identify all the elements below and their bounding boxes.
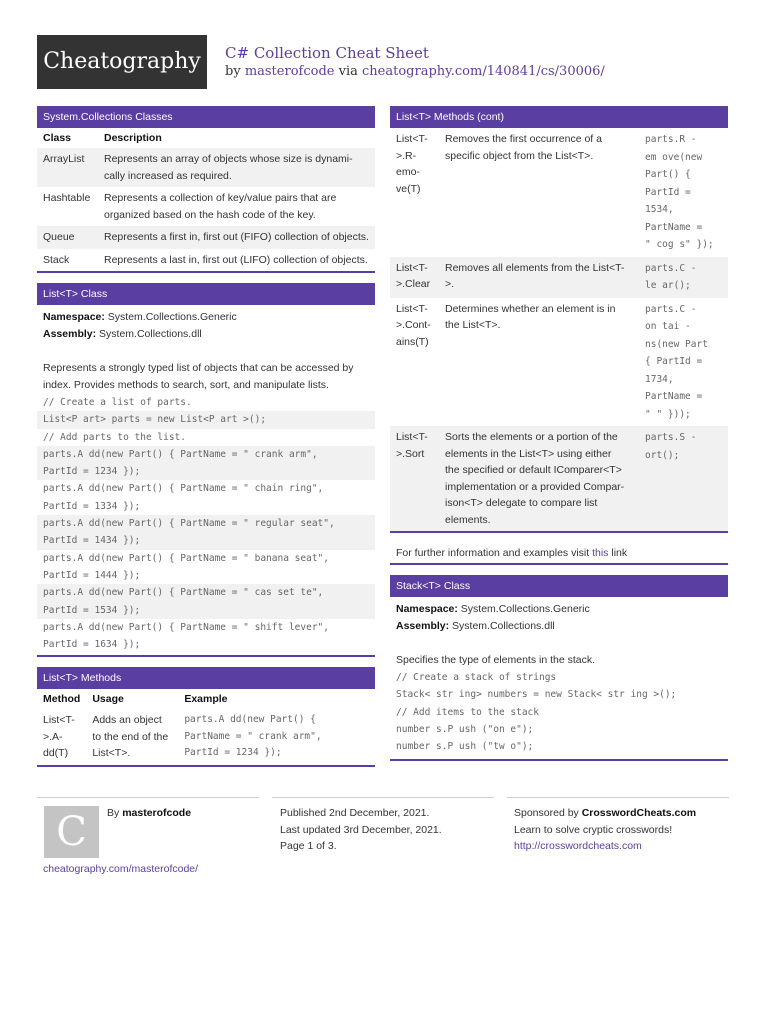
method-name-line: List<T- — [396, 261, 428, 274]
more-info-text — [390, 543, 728, 563]
method-name-line: List<T- — [396, 133, 428, 145]
desc-line: the specified or default IComparer<T> — [445, 464, 622, 476]
method-name-line: >.A- — [43, 730, 63, 743]
sponsor-line — [514, 805, 696, 822]
collections-section — [37, 106, 375, 273]
stack-class-section — [390, 575, 728, 761]
code-block — [390, 669, 728, 759]
code-line: PartId = 1434 }); — [37, 532, 375, 549]
method-name-line: >.Sort — [396, 447, 425, 460]
method-name — [37, 709, 86, 765]
method-name — [390, 426, 439, 531]
code-line: PartId = 1634 }); — [43, 639, 141, 651]
example-line: parts.R - — [645, 134, 697, 145]
section-title: System.Collections Classes — [37, 106, 375, 128]
method-name-line: ve(T) — [396, 182, 421, 195]
method-name-line: List<T- — [396, 302, 428, 315]
example-line: le ar(); — [645, 280, 691, 291]
list-methods-cont-table — [390, 128, 728, 531]
example-line: Part() { — [645, 169, 691, 180]
section-title: List<T> Class — [37, 283, 375, 305]
code-line: PartId = 1534 }); — [37, 602, 375, 619]
code-line: PartId = 1334 }); — [43, 500, 141, 512]
footer-meta — [280, 805, 442, 855]
assembly-line — [396, 618, 722, 635]
method-example — [639, 426, 728, 531]
example-line: parts.C - — [645, 262, 697, 274]
example-line: parts.A dd(new Part() { — [184, 714, 316, 726]
footer-author-name[interactable]: masterofcode — [122, 807, 192, 819]
footer-divider — [37, 797, 259, 798]
sponsor-name[interactable]: CrosswordCheats.com — [581, 807, 697, 819]
namespace-value: System.Collections.Generic — [107, 311, 237, 323]
column-header: Method — [43, 693, 81, 706]
method-name-line: >.Cont- — [396, 319, 431, 331]
sheet-url-link[interactable]: cheatography.com/140841/cs/30006/ — [362, 64, 605, 79]
method-desc — [439, 426, 639, 531]
class-desc: Represents a collection of key/value pairs that are organized based on the hash code of the key. — [104, 192, 337, 221]
code-line: // Create a list of parts. — [43, 397, 192, 408]
desc-line: implementation or a provided Compar- — [445, 480, 625, 493]
class-name: ArrayList — [37, 148, 98, 187]
desc-line: specific object from the List<T>. — [445, 149, 594, 162]
assembly-value: System.Collections.dll — [99, 328, 202, 340]
namespace-label: Namespace: — [43, 311, 105, 323]
code-line: parts.A dd(new Part() { PartName = " banana seat", — [43, 552, 329, 564]
desc-line: Sorts the elements or a portion of the — [445, 431, 618, 443]
method-desc — [439, 128, 639, 257]
example-line: " " })); — [645, 408, 691, 420]
list-methods-table — [37, 689, 375, 765]
method-name — [390, 257, 439, 298]
code-line: parts.A dd(new Part() { PartName = " shift lever", — [43, 621, 329, 633]
code-line: PartId = 1234 }); — [37, 463, 375, 480]
byline-via: via — [338, 64, 358, 79]
table-row — [390, 257, 728, 298]
method-name-line: List<T- — [43, 714, 75, 727]
method-example — [639, 257, 728, 298]
example-line: PartName = — [645, 221, 703, 233]
section-title: List<T> Methods — [37, 667, 375, 689]
namespace-value: System.Collections.Generic — [460, 603, 590, 615]
footer-divider — [507, 797, 729, 798]
usage-line: to the end of the — [92, 730, 169, 743]
sponsor-url[interactable]: http://crosswordcheats.com — [514, 840, 642, 852]
example-line: parts.S - — [645, 432, 697, 443]
code-line: // Add items to the stack — [396, 706, 539, 718]
footer-author-url[interactable]: cheatography.com/masterofcode/ — [43, 863, 199, 875]
byline-by: by — [225, 64, 241, 79]
method-example — [178, 709, 375, 765]
example-line: 1734, — [645, 373, 674, 385]
more-info-lead: For further information and examples visit — [396, 547, 590, 559]
desc-line: Removes the first occurrence of a — [445, 133, 602, 145]
namespace-line — [396, 601, 722, 618]
method-desc — [439, 257, 639, 298]
example-line: PartName = " crank arm", — [184, 730, 322, 742]
list-methods-cont-section — [390, 106, 728, 533]
updated-date: Last updated 3rd December, 2021. — [280, 823, 442, 836]
sponsored-label: Sponsored by — [514, 807, 579, 819]
class-name: Queue — [37, 226, 98, 249]
code-line: number s.P ush ("tw o"); — [396, 741, 534, 753]
class-desc: Represents an array of objects whose size is dynami-cally increased as required. — [98, 148, 375, 187]
table-row — [37, 709, 375, 765]
desc-line: ison<T> delegate to compare list — [445, 497, 598, 509]
cheatography-logo[interactable]: Cheatography — [37, 35, 207, 89]
method-name-line: emo- — [396, 166, 420, 178]
code-line: PartId = 1444 }); — [43, 569, 141, 581]
class-name: Hashtable — [43, 192, 91, 204]
list-methods-section — [37, 667, 375, 767]
page-title: C# Collection Cheat Sheet — [225, 44, 429, 62]
example-line: ort(); — [645, 449, 680, 461]
example-line: parts.C - — [645, 303, 697, 315]
desc-line: elements. — [445, 513, 491, 526]
table-row — [37, 187, 375, 226]
more-info-link[interactable]: this — [592, 547, 609, 559]
table-row — [390, 128, 728, 257]
footer-author — [107, 805, 191, 822]
code-line: parts.A dd(new Part() { PartName = " cas set te", — [37, 584, 375, 601]
usage-line: Adds an object — [92, 714, 162, 727]
right-column — [390, 106, 728, 771]
method-name — [390, 128, 439, 257]
column-header: Example — [184, 693, 228, 706]
desc-line: Removes all elements from the List<T- — [445, 261, 625, 274]
example-line: ns(new Part — [645, 338, 708, 350]
table-row — [390, 426, 728, 531]
section-title: Stack<T> Class — [390, 575, 728, 597]
column-header: Description — [104, 132, 162, 144]
collections-table — [37, 128, 375, 271]
class-name: Stack — [43, 253, 70, 266]
code-line: parts.A dd(new Part() { PartName = " chain ring", — [43, 483, 324, 495]
example-line: { PartId = — [645, 356, 703, 367]
desc-line: >. — [445, 278, 455, 290]
more-info-section — [390, 543, 728, 565]
code-line: parts.A dd(new Part() { PartName = " crank arm", — [37, 446, 375, 463]
example-line: " cog s" }); — [645, 239, 714, 250]
assembly-label: Assembly: — [43, 328, 97, 340]
method-name-line: ains(T) — [396, 335, 429, 348]
code-line: parts.A dd(new Part() { PartName = " regular seat", — [37, 515, 375, 532]
published-date: Published 2nd December, 2021. — [280, 807, 430, 819]
table-row — [37, 226, 375, 249]
code-block — [37, 394, 375, 655]
method-name — [390, 298, 439, 427]
example-line: em ove(new — [645, 151, 703, 163]
assembly-value: System.Collections.dll — [452, 620, 555, 632]
code-line: number s.P ush ("on e"); — [396, 723, 534, 735]
page-number: Page 1 of 3. — [280, 840, 337, 852]
description-line: index. Provides methods to search, sort, and manipulate lists. — [43, 379, 329, 391]
assembly-line — [43, 326, 369, 343]
footer-sponsor — [514, 805, 696, 855]
method-name-line: dd(T) — [43, 747, 69, 760]
author-link[interactable]: masterofcode — [244, 64, 335, 79]
code-line: List<P art> parts = new List<P art >(); — [37, 411, 375, 428]
method-example — [639, 128, 728, 257]
namespace-label: Namespace: — [396, 603, 458, 615]
method-usage — [86, 709, 178, 765]
left-column — [37, 106, 375, 777]
example-line: 1534, — [645, 204, 674, 215]
table-row — [390, 298, 728, 427]
desc-line: elements in the List<T> using either — [445, 447, 612, 460]
author-avatar[interactable]: C — [44, 806, 99, 858]
desc-line: the List<T>. — [445, 319, 501, 331]
method-name-line: >.R- — [396, 149, 417, 162]
class-desc: Represents a last in, first out (LIFO) collection of objects. — [104, 253, 368, 266]
code-line: // Create a stack of strings — [396, 672, 557, 683]
desc-line: Determines whether an element is in — [445, 302, 616, 315]
method-example — [639, 298, 728, 427]
method-desc — [439, 298, 639, 427]
method-name-line: >.Clear — [396, 278, 431, 290]
example-line: PartId = — [645, 186, 691, 198]
code-line: // Add parts to the list. — [43, 431, 186, 443]
byline — [225, 64, 605, 79]
table-row — [37, 249, 375, 272]
class-desc: Represents a first in, first out (FIFO) collection of objects. — [98, 226, 375, 249]
example-line: on tai - — [645, 321, 691, 332]
namespace-line — [43, 309, 369, 326]
assembly-label: Assembly: — [396, 620, 450, 632]
section-title: List<T> Methods (cont) — [390, 106, 728, 128]
column-header: Class — [43, 132, 72, 144]
sponsor-tagline: Learn to solve cryptic crosswords! — [514, 823, 673, 836]
example-line: PartId = 1234 }); — [184, 747, 282, 759]
footer-by-label: By — [107, 807, 120, 819]
example-line: PartName = — [645, 391, 703, 402]
page-footer — [37, 797, 729, 877]
description-line: Specifies the type of elements in the stack. — [396, 654, 596, 666]
code-line: Stack< str ing> numbers = new Stack< str ing >(); — [396, 689, 677, 701]
footer-divider — [272, 797, 494, 798]
table-row — [37, 148, 375, 187]
usage-line: List<T>. — [92, 747, 131, 760]
method-name-line: List<T- — [396, 431, 428, 443]
column-header: Usage — [92, 693, 124, 706]
list-class-section — [37, 283, 375, 657]
more-info-tail: link — [611, 547, 628, 559]
description-line: Represents a strongly typed list of objects that can be accessed by — [43, 362, 354, 374]
